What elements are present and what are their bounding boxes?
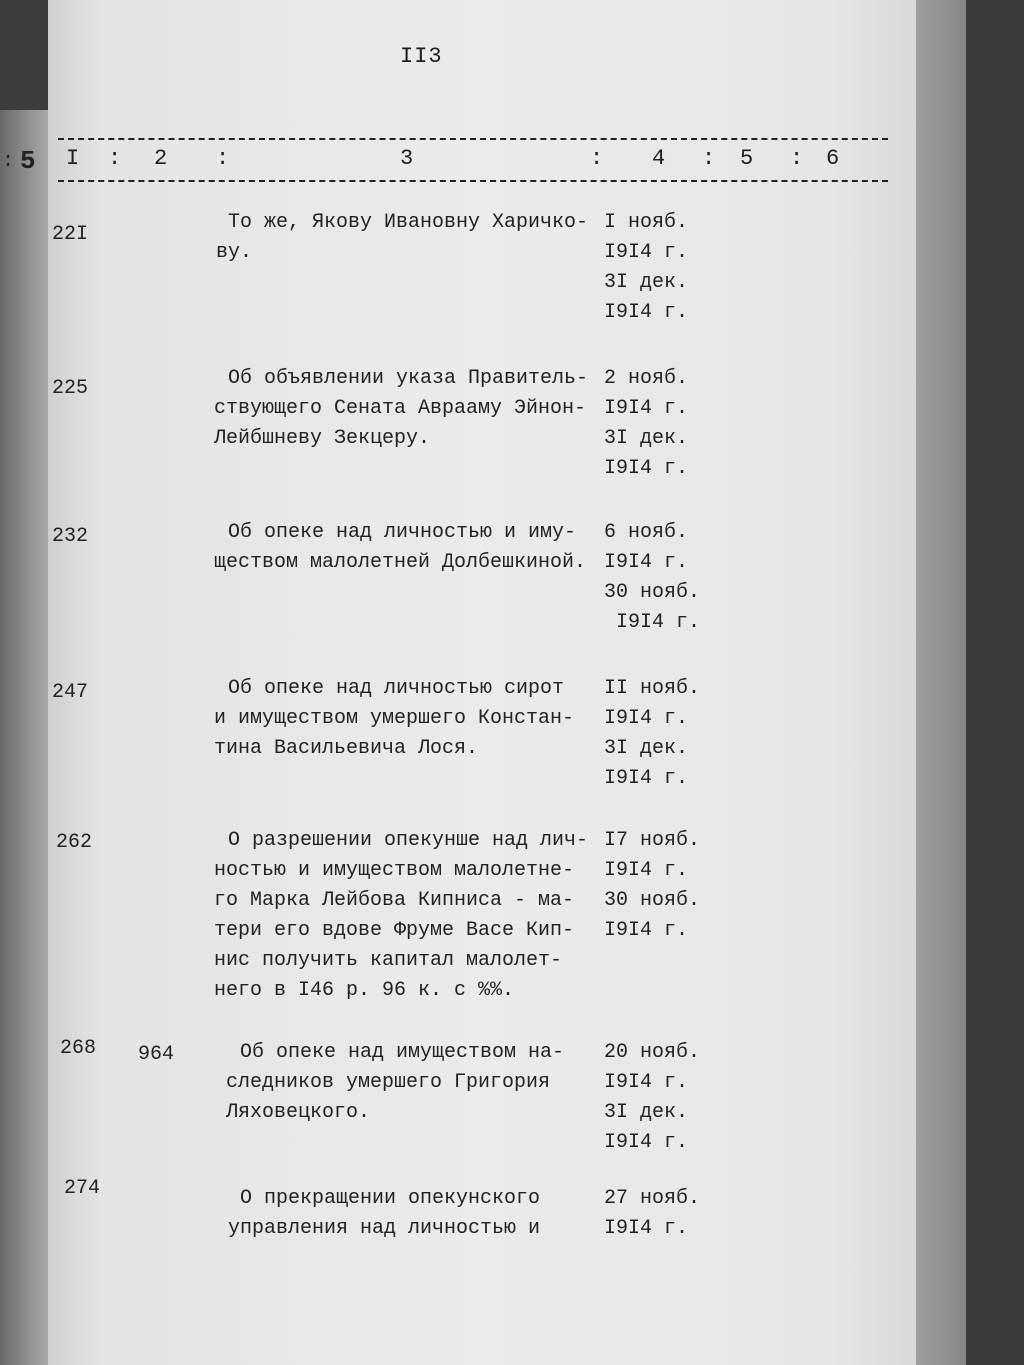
header-sep-5: : [790,146,804,171]
entry-date-line: I9I4 г. [604,241,689,264]
header-sep-2: : [216,146,230,171]
entry-date-line: 27 нояб. [604,1187,701,1210]
entry-date-line: I9I4 г. [604,397,689,420]
entry-desc-line: следников умершего Григория [226,1071,551,1094]
header-sep-1: : [108,146,122,171]
entry-desc-line: ствующего Сената Аврааму Эйнон- [214,397,587,420]
entry-desc-line: ву. [216,241,253,264]
header-col-4: 4 [652,146,666,171]
entry-date-line: I7 нояб. [604,829,701,852]
entry-date-line: I9I4 г. [604,1217,689,1240]
entry-desc-line: Ляховецкого. [226,1101,371,1124]
entry-desc-line: го Марка Лейбова Кипниса - ма- [214,889,575,912]
entry-desc-line: Об объявлении указа Правитель- [228,367,589,390]
entry-desc-line: Лейбшневу Зекцеру. [214,427,431,450]
entry-desc-line: и имуществом умершего Констан- [214,707,575,730]
entry-date-line: I9I4 г. [604,1071,689,1094]
entry-date-line: 3I дек. [604,737,689,760]
header-col-6: 6 [826,146,840,171]
entry-date-line: I9I4 г. [604,1131,689,1154]
entry-desc-line: нис получить капитал малолет- [214,949,563,972]
entry-desc-line: Об опеке над личностью и иму- [228,521,577,544]
entry-date-line: 2 нояб. [604,367,689,390]
header-col-1: I [66,146,80,171]
entry-date-line: I9I4 г. [604,551,689,574]
entry-date-line: I9I4 г. [604,919,689,942]
entry-desc-line: Об опеке над личностью сирот [228,677,565,700]
entry-extra-number: 964 [138,1043,175,1066]
entry-number: 232 [52,525,89,548]
entry-date-line: I9I4 г. [616,611,701,634]
entry-desc-line: О разрешении опекунше над лич- [228,829,589,852]
page-number: II3 [400,44,443,69]
entry-desc-line: О прекращении опекунского [240,1187,541,1210]
entry-desc-line: ностью и имуществом малолетне- [214,859,575,882]
entry-date-line: 3I дек. [604,427,689,450]
header-col-3: 3 [400,146,414,171]
entry-date-line: I9I4 г. [604,767,689,790]
entry-number: 247 [52,681,89,704]
entry-date-line: II нояб. [604,677,701,700]
entry-date-line: 20 нояб. [604,1041,701,1064]
entry-date-line: 30 нояб. [604,581,701,604]
entry-number: 268 [60,1037,97,1060]
entry-number: 225 [52,377,89,400]
header-sep-4: : [702,146,716,171]
entry-desc-line: тери его вдове Фруме Васе Кип- [214,919,575,942]
entry-date-line: I нояб. [604,211,689,234]
entry-date-line: 30 нояб. [604,889,701,912]
entry-date-line: I9I4 г. [604,859,689,882]
entry-date-line: I9I4 г. [604,707,689,730]
entry-number: 274 [64,1177,101,1200]
entry-desc-line: То же, Якову Ивановну Харичко- [228,211,589,234]
entry-date-line: 6 нояб. [604,521,689,544]
entry-date-line: I9I4 г. [604,457,689,480]
left-page-number: 5 [20,146,36,176]
entry-desc-line: тина Васильевича Лося. [214,737,479,760]
header-rule-top [58,138,888,140]
header-sep-3: : [590,146,604,171]
entry-desc-line: Об опеке над имуществом на- [240,1041,565,1064]
right-binding-edge [916,0,1024,1365]
header-col-2: 2 [154,146,168,171]
entry-desc-line: него в I46 р. 96 к. с %%. [214,979,515,1002]
entry-number: 262 [56,831,93,854]
entry-date-line: 3I дек. [604,1101,689,1124]
entry-date-line: 3I дек. [604,271,689,294]
entry-desc-line: ществом малолетней Долбешкиной. [214,551,587,574]
left-page-dots: : [2,150,15,173]
entry-number: 22I [52,223,89,246]
header-rule-bottom [58,180,888,182]
entry-desc-line: управления над личностью и [228,1217,541,1240]
header-col-5: 5 [740,146,754,171]
entry-date-line: I9I4 г. [604,301,689,324]
